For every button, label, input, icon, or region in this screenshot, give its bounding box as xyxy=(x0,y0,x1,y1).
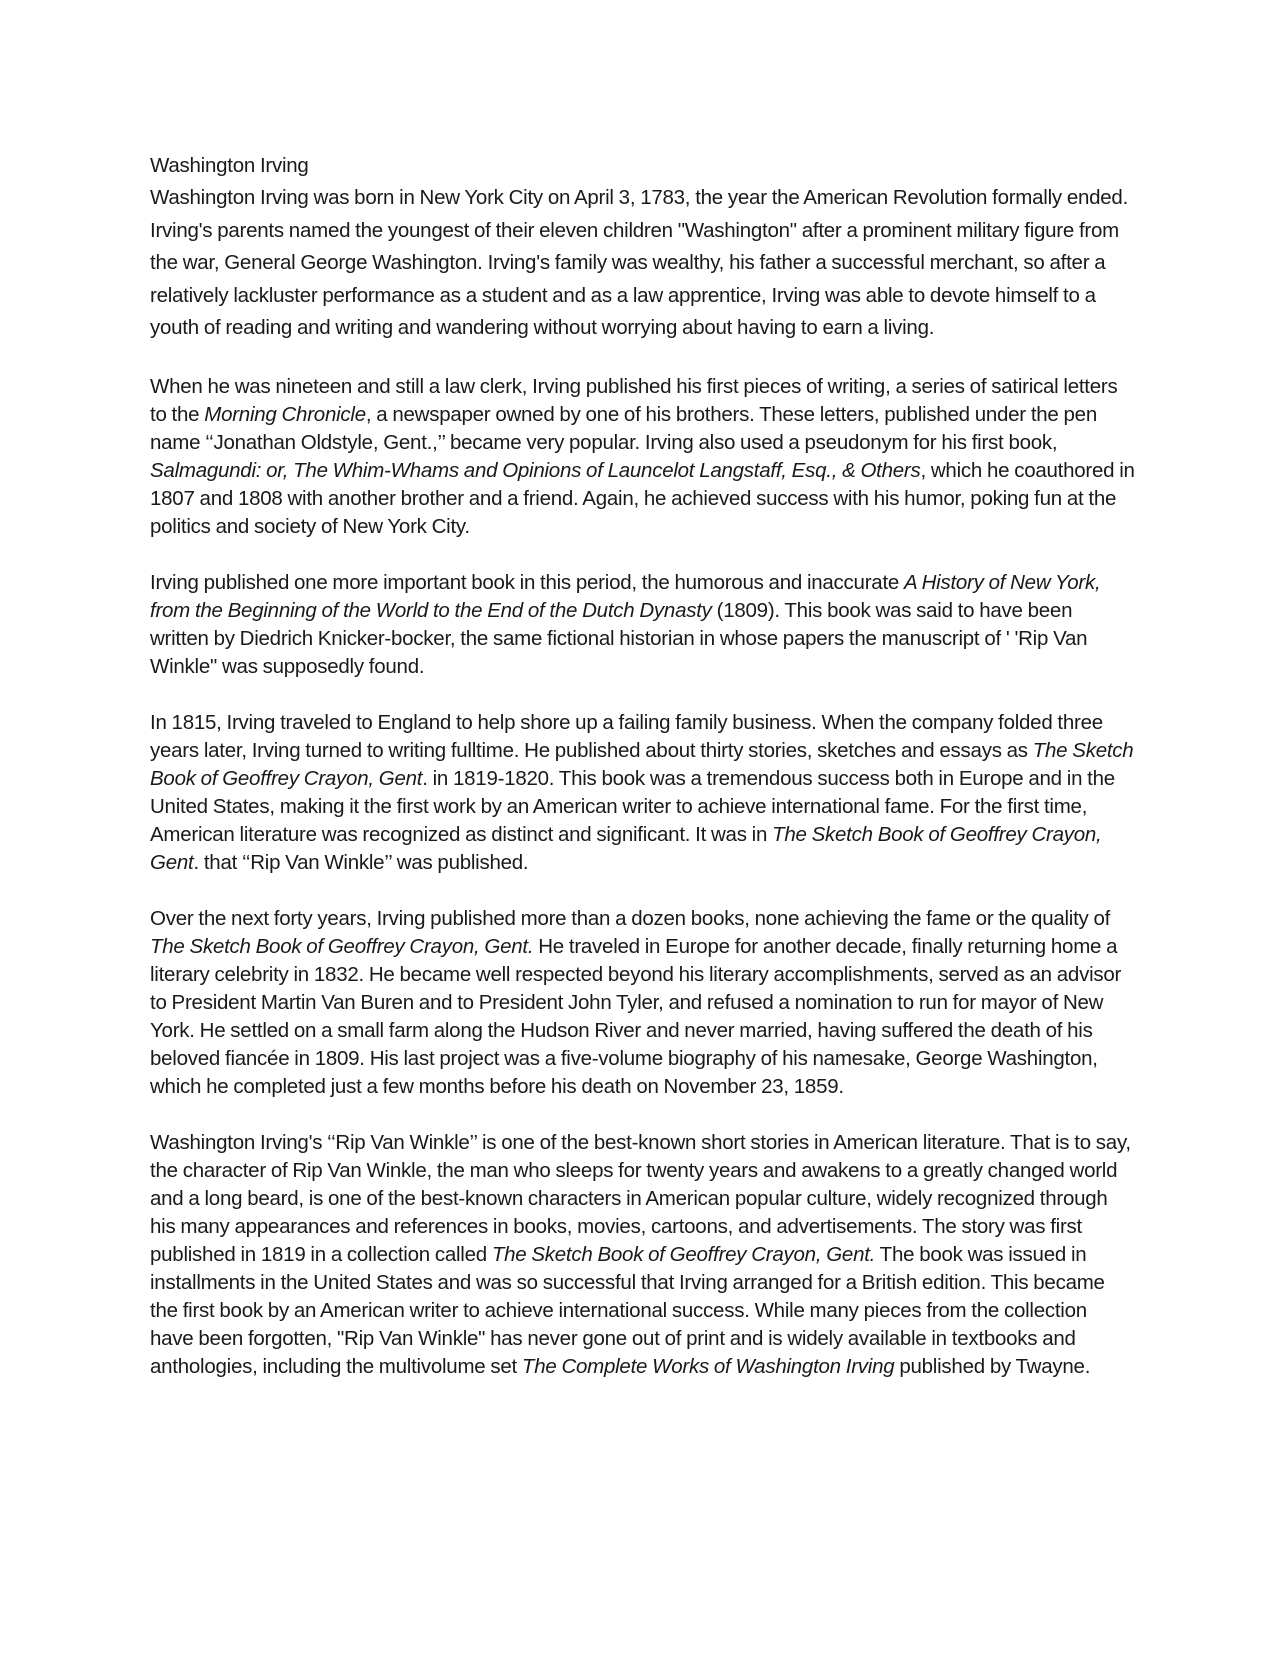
paragraph-text: He traveled in Europe for another decade, finally returning home a literary celebrity in 1832. He became well respected beyond his literary accomplishments, served as an advisor to President Martin Van Buren and to President John Tyler, and refused a nomination to run for mayor of New York. He settled on a small farm along the Hudson River and never married, having suffered the death of his beloved fiancée in 1809. His last project was a five-volume biography of his namesake, George Washington, which he completed just a few months before his death on November 23, 1859. xyxy=(150,934,1122,1098)
document-title: Washington Irving xyxy=(150,154,309,177)
paragraph-rip-van-winkle xyxy=(150,1129,1135,1381)
paragraph-text: . in 1819-1820. This book was a tremendous success both in Europe and in the United States, making it the first work by an American writer to achieve international fame. For the first time, American literature was recognized as distinct and significant. It was in xyxy=(150,766,1115,846)
italic-title-sketch-book: The Sketch Book of Geoffrey Crayon, Gent. xyxy=(491,1242,876,1266)
italic-title-morning-chronicle: Morning Chronicle xyxy=(204,402,366,426)
paragraph-text: The book was issued in installments in the United States and was so successful that Irving arranged for a British edition. This became the first book by an American writer to achieve international success. While many pieces from the collection have been forgotten, "Rip Van Winkle" has never gone out of print and is widely available in textbooks and anthologies, including the multivolume set xyxy=(150,1242,1105,1378)
italic-title-sketch-book: The Sketch Book of Geoffrey Crayon, Gent. xyxy=(150,934,534,958)
paragraph-early-writing xyxy=(150,373,1135,541)
paragraph-text: , a newspaper owned by one of his brothers. These letters, published under the pen name ‘‘Jonathan Oldstyle, Gent.,’’ became very popular. Irving also used a pseudonym for his first book, xyxy=(150,402,1097,454)
italic-title-complete-works: The Complete Works of Washington Irving xyxy=(521,1354,895,1378)
italic-title-history-of-new-york: A History of New York, from the Beginning of the World to the End of the Dutch Dynasty xyxy=(150,570,1101,622)
italic-title-salmagundi: Salmagundi: or, The Whim-Whams and Opinions of Launcelot Langstaff, Esq., & Others xyxy=(150,458,921,482)
paragraph-birth: Washington Irving was born in New York City on April 3, 1783, the year the American Revolution formally ended. Irving's parents named the youngest of their eleven children "Washington" after a prominent military figure from the war, General George Washington. Irving's family was wealthy, his father a successful merchant, so after a relatively lackluster performance as a student and as a law apprentice, Irving was able to devote himself to a youth of reading and writing and wandering without worrying about having to earn a living. xyxy=(150,186,1129,339)
italic-title-sketch-book: The Sketch Book of Geoffrey Crayon, Gent xyxy=(150,738,1134,790)
paragraph-text: (1809). This book was said to have been written by Diedrich Knicker-bocker, the same fictional historian in whose papers the manuscript of ' 'Rip Van Winkle" was supposedly found. xyxy=(150,598,1088,678)
paragraph-text: , which he coauthored in 1807 and 1808 with another brother and a friend. Again, he achieved success with his humor, poking fun at the politics and society of New York City. xyxy=(150,458,1135,538)
document-body xyxy=(150,150,1135,1381)
paragraph-text: . that ‘‘Rip Van Winkle’’ was published. xyxy=(193,850,529,874)
paragraph-history-of-new-york xyxy=(150,569,1135,681)
paragraph-text: published by Twayne. xyxy=(894,1354,1091,1378)
paragraph-text: In 1815, Irving traveled to England to help shore up a failing family business. When the company folded three years later, Irving turned to writing fulltime. He published about thirty stories, sketches and essays as xyxy=(150,710,1103,762)
italic-title-sketch-book: The Sketch Book of Geoffrey Crayon, Gent xyxy=(150,822,1102,874)
paragraph-text: Washington Irving's ‘‘Rip Van Winkle’’ is one of the best-known short stories in American literature. That is to say, the character of Rip Van Winkle, the man who sleeps for twenty years and awakens to a greatly changed world and a long beard, is one of the best-known characters in American popular culture, widely recognized through his many appearances and references in books, movies, cartoons, and advertisements. The story was first published in 1819 in a collection called xyxy=(150,1130,1131,1266)
paragraph-text: When he was nineteen and still a law clerk, Irving published his first pieces of writing, a series of satirical letters to the xyxy=(150,374,1118,426)
paragraph-text: Over the next forty years, Irving published more than a dozen books, none achieving the fame or the quality of xyxy=(150,906,1111,930)
paragraph-later-years xyxy=(150,905,1135,1101)
paragraph-text: Irving published one more important book in this period, the humorous and inaccurate xyxy=(150,570,904,594)
paragraph-england xyxy=(150,709,1135,877)
